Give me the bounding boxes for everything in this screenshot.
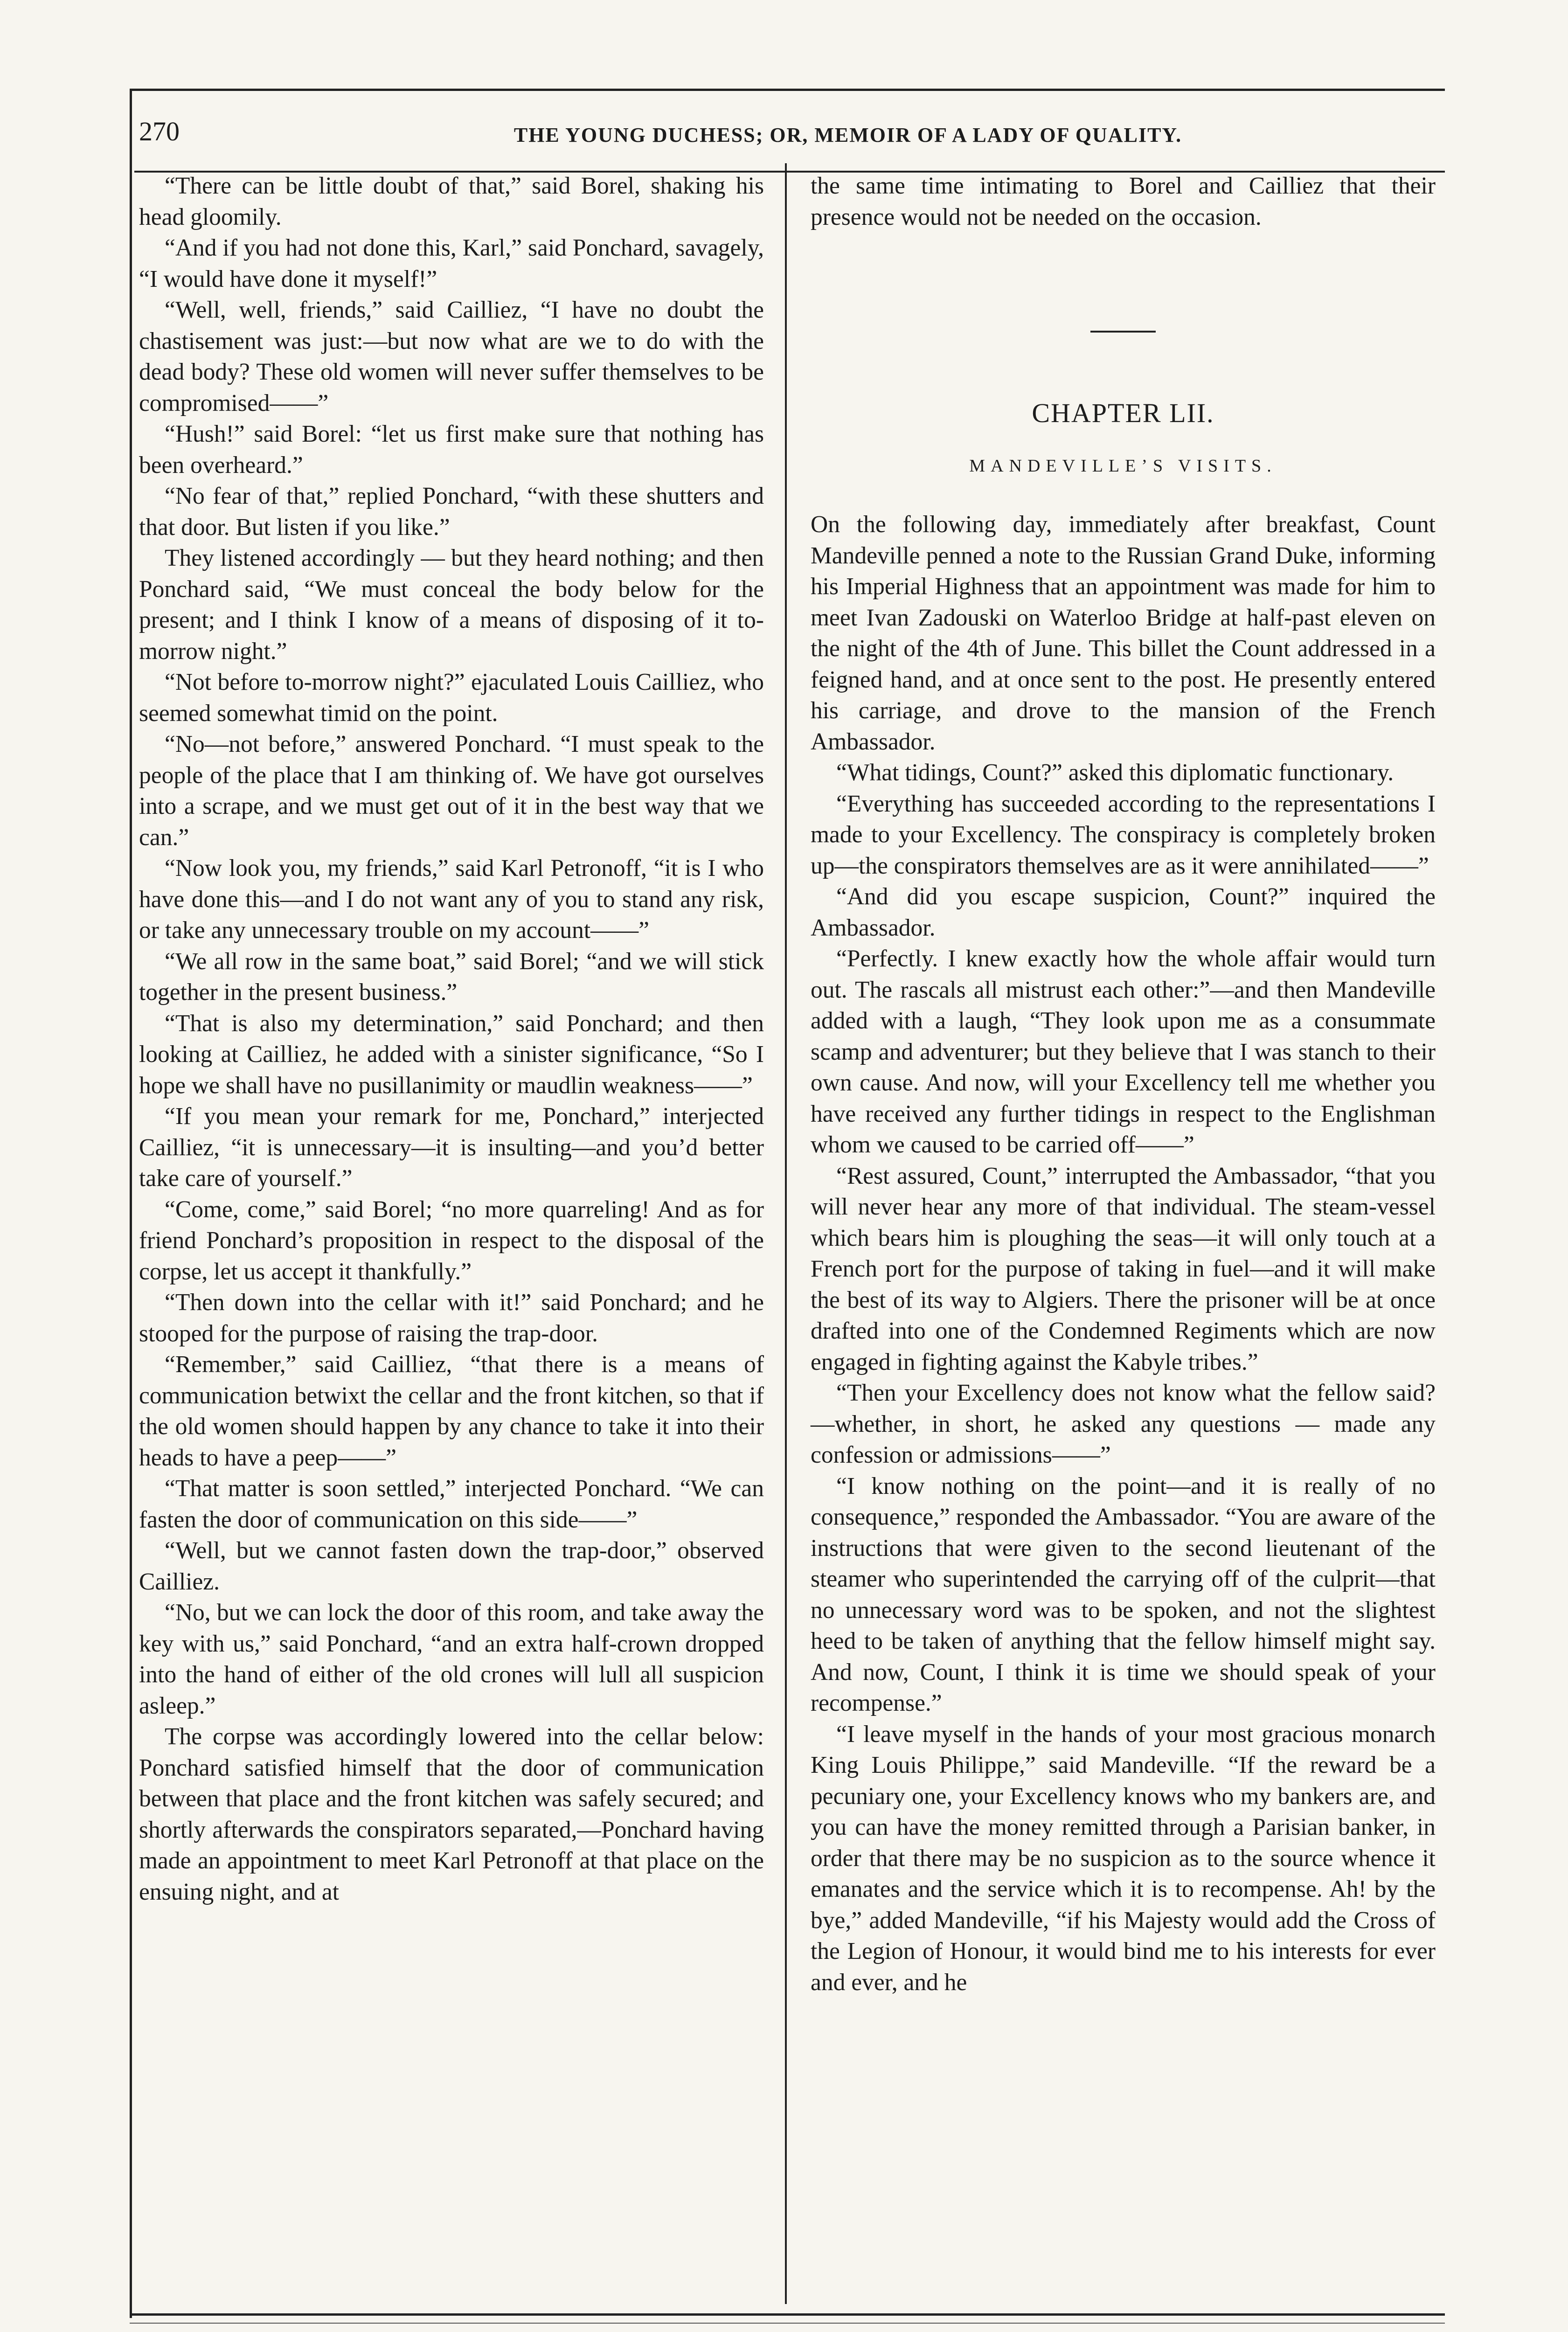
paragraph: The corpse was accordingly lowered into the cellar below: Ponchard satisfied himself that the door of communication between that place and the front kitchen was safely secured; and shortly afterwards the conspirators separated,—Ponchard having made an appointment to meet Karl Petronoff at that place on the ensuing night, and at (139, 1723, 764, 1905)
paragraph: “What tidings, Count?” asked this diplomatic functionary. (836, 759, 1394, 786)
left-border-rule (130, 89, 132, 2318)
paragraph: “And if you had not done this, Karl,” said Ponchard, savagely, “I would have done it myself!” (139, 235, 764, 292)
paragraph: “If you mean your remark for me, Ponchard,” interjected Cailliez, “it is unnecessary—it is insulting—and you’d better take care of yourself.” (139, 1103, 764, 1192)
paragraph: “That is also my determination,” said Ponchard; and then looking at Cailliez, he added with a sinister significance, “So I hope we shall have no pusillanimity or maudlin weakness——” (139, 1010, 764, 1099)
paragraph: “And did you escape suspicion, Count?” inquired the Ambassador. (811, 883, 1436, 941)
paragraph: “No—not before,” answered Ponchard. “I must speak to the people of the place that I am thinking of. We have got ourselves into a scrape, and we must get out of it in the best way that we can.” (139, 731, 764, 851)
left-column (139, 171, 764, 1908)
paragraph: “Everything has succeeded according to the representations I made to your Excellency. The conspiracy is completely broken up—the conspirators themselves are as it were annihilated——” (811, 790, 1436, 879)
bottom-thin-rule (130, 2323, 1445, 2324)
right-column (811, 171, 1436, 1998)
paragraph: “That matter is soon settled,” interjected Ponchard. “We can fasten the door of communication on this side——” (139, 1475, 764, 1533)
paragraph-continuation: the same time intimating to Borel and Cailliez that their presence would not be needed on the occasion. (811, 173, 1436, 230)
column-divider (785, 163, 787, 2304)
paragraph: “Then down into the cellar with it!” said Ponchard; and he stooped for the purpose of raising the trap-door. (139, 1289, 764, 1347)
paragraph: “Well, but we cannot fasten down the trap-door,” observed Cailliez. (139, 1537, 764, 1595)
running-title: THE YOUNG DUCHESS; OR, MEMOIR OF A LADY OF QUALITY. (513, 124, 1182, 146)
paragraph: “No, but we can lock the door of this room, and take away the key with us,” said Ponchard, “and an extra half-crown dropped into the hand of either of the old crones will lull all suspicion asleep.” (139, 1599, 764, 1719)
paragraph: On the following day, immediately after breakfast, Count Mandeville penned a note to the Russian Grand Duke, informing his Imperial Highness that an appointment was made for him to meet Ivan Zadouski on Waterloo Bridge at half-past eleven on the night of the 4th of June. This billet the Count addressed in a feigned hand, and at once sent to the post. He presently entered his carriage, and drove to the mansion of the French Ambassador. (811, 511, 1436, 755)
paragraph: “Remember,” said Cailliez, “that there is a means of communication betwixt the cellar and the front kitchen, so that if the old women should happen by any chance to take it into their heads to have a peep——” (139, 1351, 764, 1471)
paragraph: “Rest assured, Count,” interrupted the Ambassador, “that you will never hear any more of that individual. The steam-vessel which bears him is ploughing the seas—it will only touch at a French port for the purpose of taking in fuel—and it will make the best of its way to Algiers. There the prisoner will be at once drafted into one of the Condemned Regiments which are now engaged in fighting against the Kabyle tribes.” (811, 1162, 1436, 1375)
top-border-rule (130, 89, 1445, 91)
paragraph: “I know nothing on the point—and it is really of no consequence,” responded the Ambassador. “You are aware of the instructions that were given to the second lieutenant of the steamer who superintended the carrying off of the culprit—that no unnecessary word was to be spoken, and not the slightest heed to be taken of anything that the fellow himself might say. And now, Count, I think it is time we should speak of your recompense.” (811, 1472, 1436, 1716)
paragraph: “Not before to-morrow night?” ejaculated Louis Cailliez, who seemed somewhat timid on the point. (139, 669, 764, 727)
bottom-border-rule (130, 2313, 1445, 2316)
paragraph: “I leave myself in the hands of your most gracious monarch King Louis Philippe,” said Mandeville. “If the reward be a pecuniary one, your Excellency knows who my bankers are, and you can have the money remitted through a Parisian banker, in order that there may be no suspicion as to the source whence it emanates and the service which it is to recompense. Ah! by the bye,” added Mandeville, “if his Majesty would add the Cross of the Legion of Honour, it would bind me to his interests for ever and ever, and he (811, 1721, 1436, 1996)
paragraph: “No fear of that,” replied Ponchard, “with these shutters and that door. But listen if you like.” (139, 483, 764, 541)
book-page (130, 89, 1445, 2332)
paragraph: “We all row in the same boat,” said Borel; “and we will stick together in the present business.” (139, 948, 764, 1006)
paragraph: “There can be little doubt of that,” said Borel, shaking his head gloomily. (139, 173, 764, 230)
paragraph: “Then your Excellency does not know what the fellow said?—whether, in short, he asked any questions — made any confession or admissions——” (811, 1380, 1436, 1468)
paragraph: “Hush!” said Borel: “let us first make sure that nothing has been overheard.” (139, 421, 764, 479)
chapter-subtitle: MANDEVILLE’S VISITS. (969, 456, 1277, 476)
page-number: 270 (139, 116, 180, 146)
paragraph: “Come, come,” said Borel; “no more quarreling! And as for friend Ponchard’s proposition in respect to the disposal of the corpse, let us accept it thankfully.” (139, 1196, 764, 1285)
paragraph: “Now look you, my friends,” said Karl Petronoff, “it is I who have done this—and I do not want any of you to stand any risk, or take any unnecessary trouble on my account——” (139, 855, 764, 944)
chapter-title: CHAPTER LII. (1032, 398, 1214, 428)
paragraph: “Perfectly. I knew exactly how the whole affair would turn out. The rascals all mistrust each other:”—and then Mandeville added with a laugh, “They look upon me as a consummate scamp and adventurer; but they believe that I was stanch to their own cause. And now, will your Excellency tell me whether you have received any further tidings in respect to the Englishman whom we caused to be carried off——” (811, 945, 1436, 1158)
paragraph: “Well, well, friends,” said Cailliez, “I have no doubt the chastisement was just:—but now what are we to do with the dead body? These old women will never suffer themselves to be compromised——” (139, 297, 764, 416)
section-rule (1090, 331, 1156, 333)
page-header (130, 106, 1445, 162)
paragraph: They listened accordingly — but they heard nothing; and then Ponchard said, “We must conceal the body below for the present; and I think I know of a means of disposing of it to-morrow night.” (139, 545, 764, 665)
